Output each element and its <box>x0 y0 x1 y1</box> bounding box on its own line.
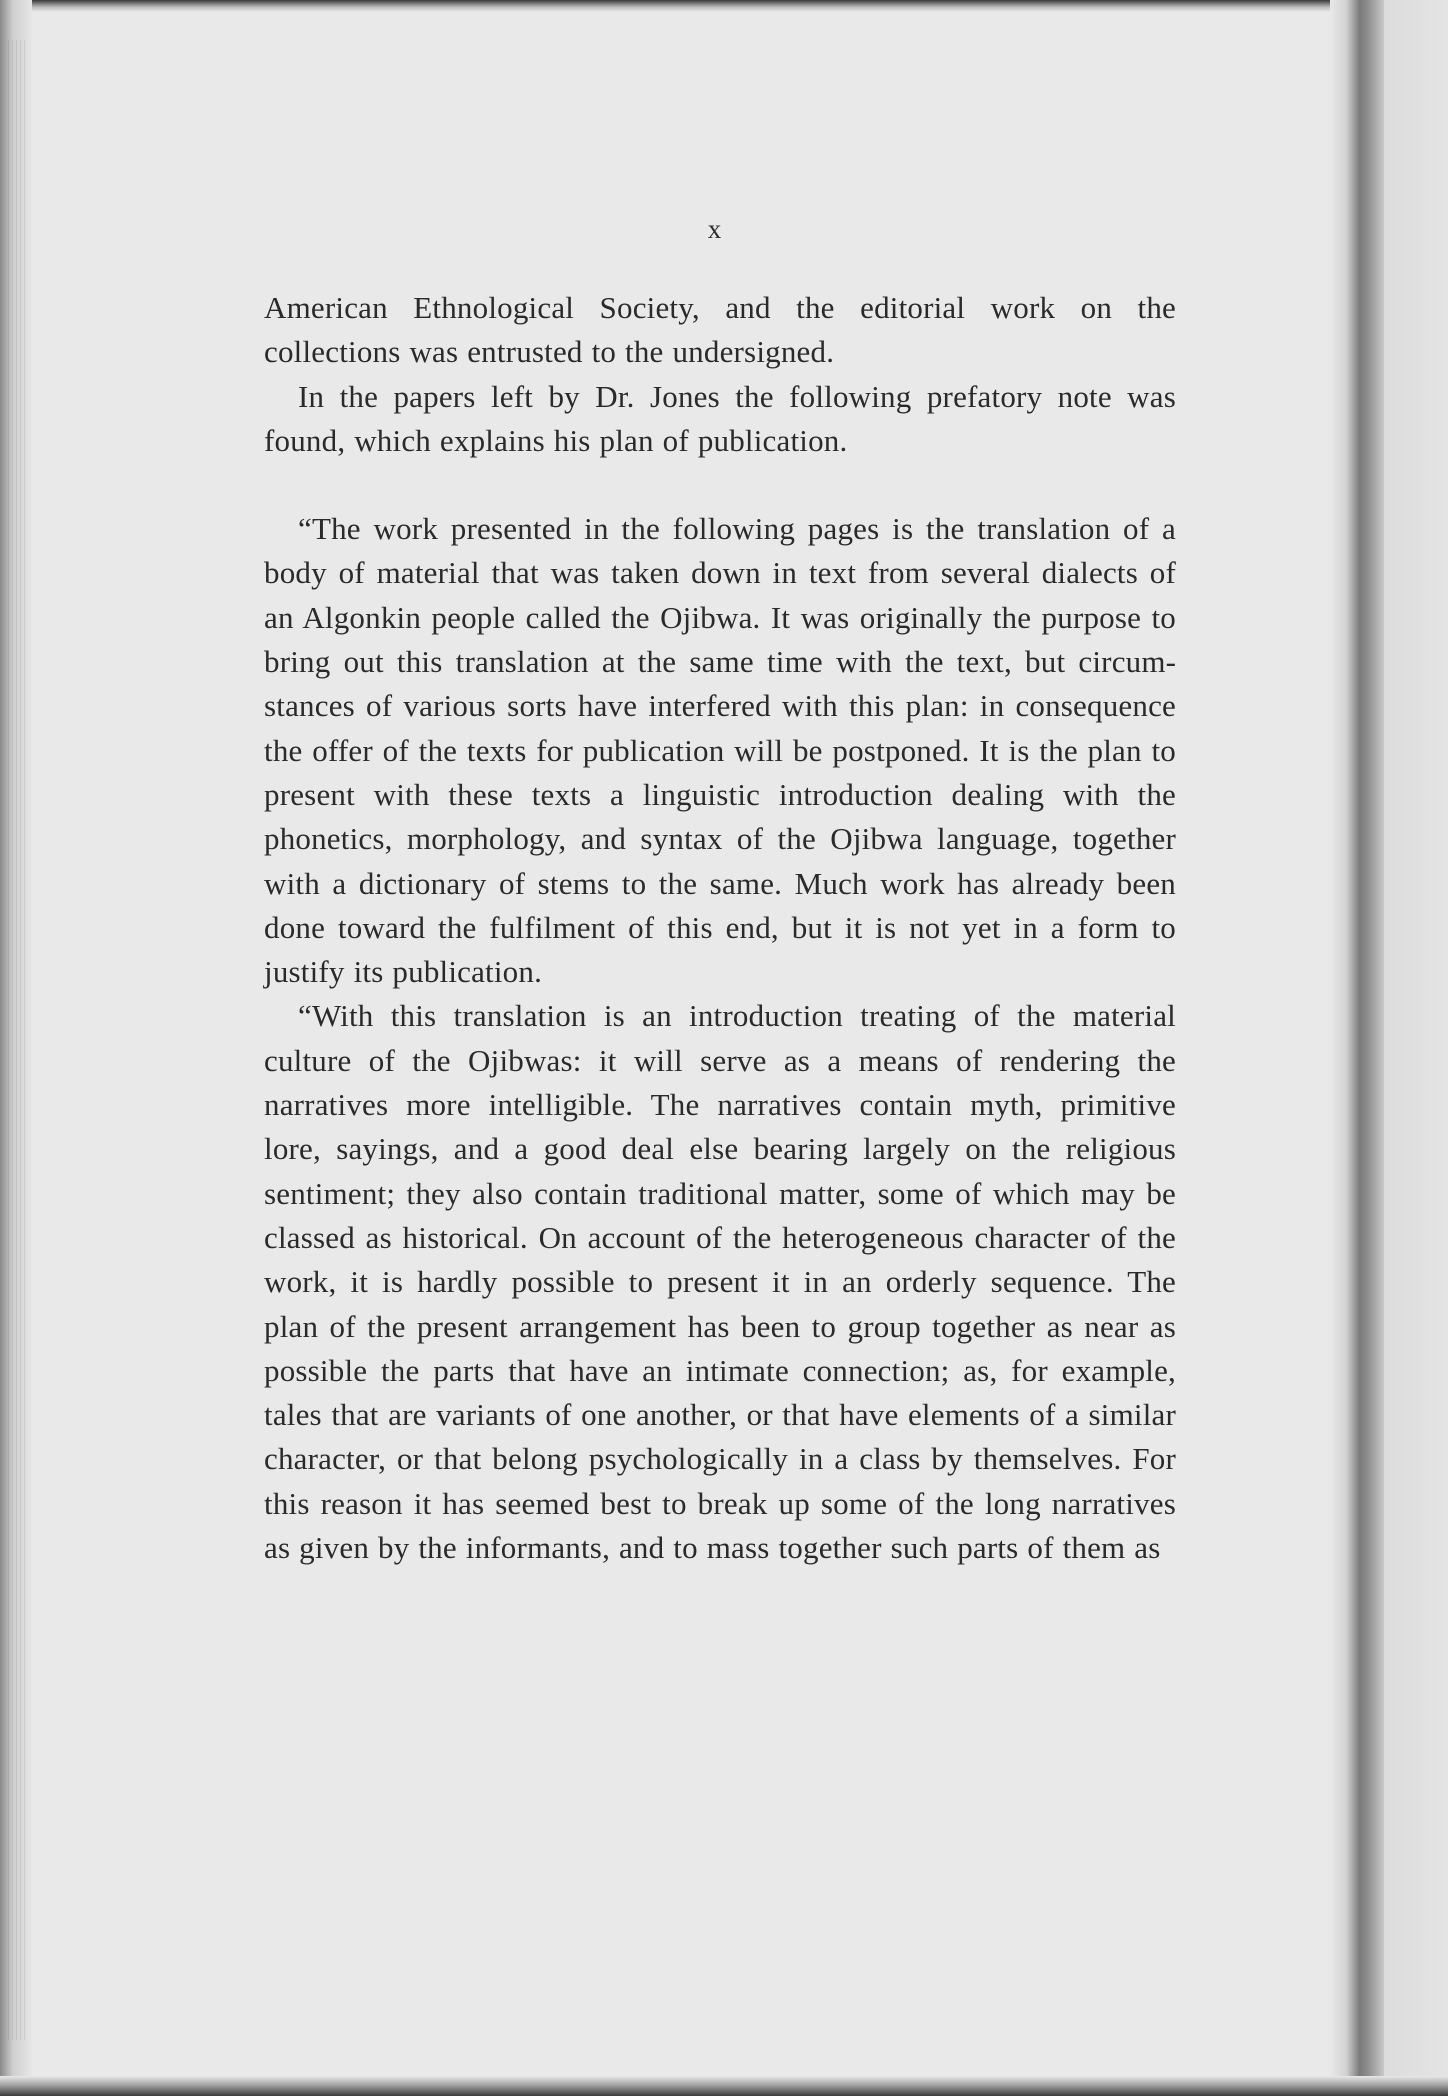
paragraph-1: American Ethnological Society, and the editorial work on the collections was entrusted to the undersigned. <box>264 290 1176 370</box>
paragraph-3-quote: “The work presented in the following pages is the translation of a body of material that was taken down in text from several dialects of an Algonkin people called the Ojibwa. It was originally the purpose to bring out this translation at the same time with the text, but circumstances of various sorts have interfered with this plan: in consequence the offer of the texts for publication will be postponed. It is the plan to present with these texts a linguistic introduction dealing with the phonetics, morphology, and syntax of the Ojibwa language, together with a dictionary of stems to the same. Much work has already been done toward the fulfilment of this end, but it is not yet in a form to justify its publication. <box>264 511 1176 990</box>
page-number: x <box>707 214 723 244</box>
facing-page-edge <box>1384 0 1448 2096</box>
scan-top-edge <box>0 0 1448 12</box>
paragraph-4-quote: “With this translation is an introduction treating of the material culture of the Ojibwas: it will serve as a means of rendering the narratives more intelligible. The narratives contain myth, primitive lore, sayings, and a good deal else bearing largely on the religious sentiment; they also contain traditional matter, some of which may be classed as historical. On account of the heterogeneous character of the work, it is hardly possible to present it in an orderly sequence. The plan of the present arrangement has been to group together as near as possible the parts that have an intimate connection; as, for example, tales that are variants of one another, or that have elements of a similar character, or that belong psychologically in a class by themselves. For this reason it has seemed best to break up some of the long narratives as given by the informants, and to mass together such parts of them as <box>264 998 1176 1566</box>
page-stack-lines <box>8 40 26 2040</box>
section-gap <box>264 463 1176 507</box>
body-text <box>264 286 1176 1570</box>
book-gutter-shadow <box>1330 0 1384 2096</box>
scan-bottom-edge <box>0 2076 1448 2096</box>
page-stack-left-edge <box>0 0 32 2096</box>
paragraph-2: In the papers left by Dr. Jones the following prefatory note was found, which explains his plan of publication. <box>264 378 1176 458</box>
